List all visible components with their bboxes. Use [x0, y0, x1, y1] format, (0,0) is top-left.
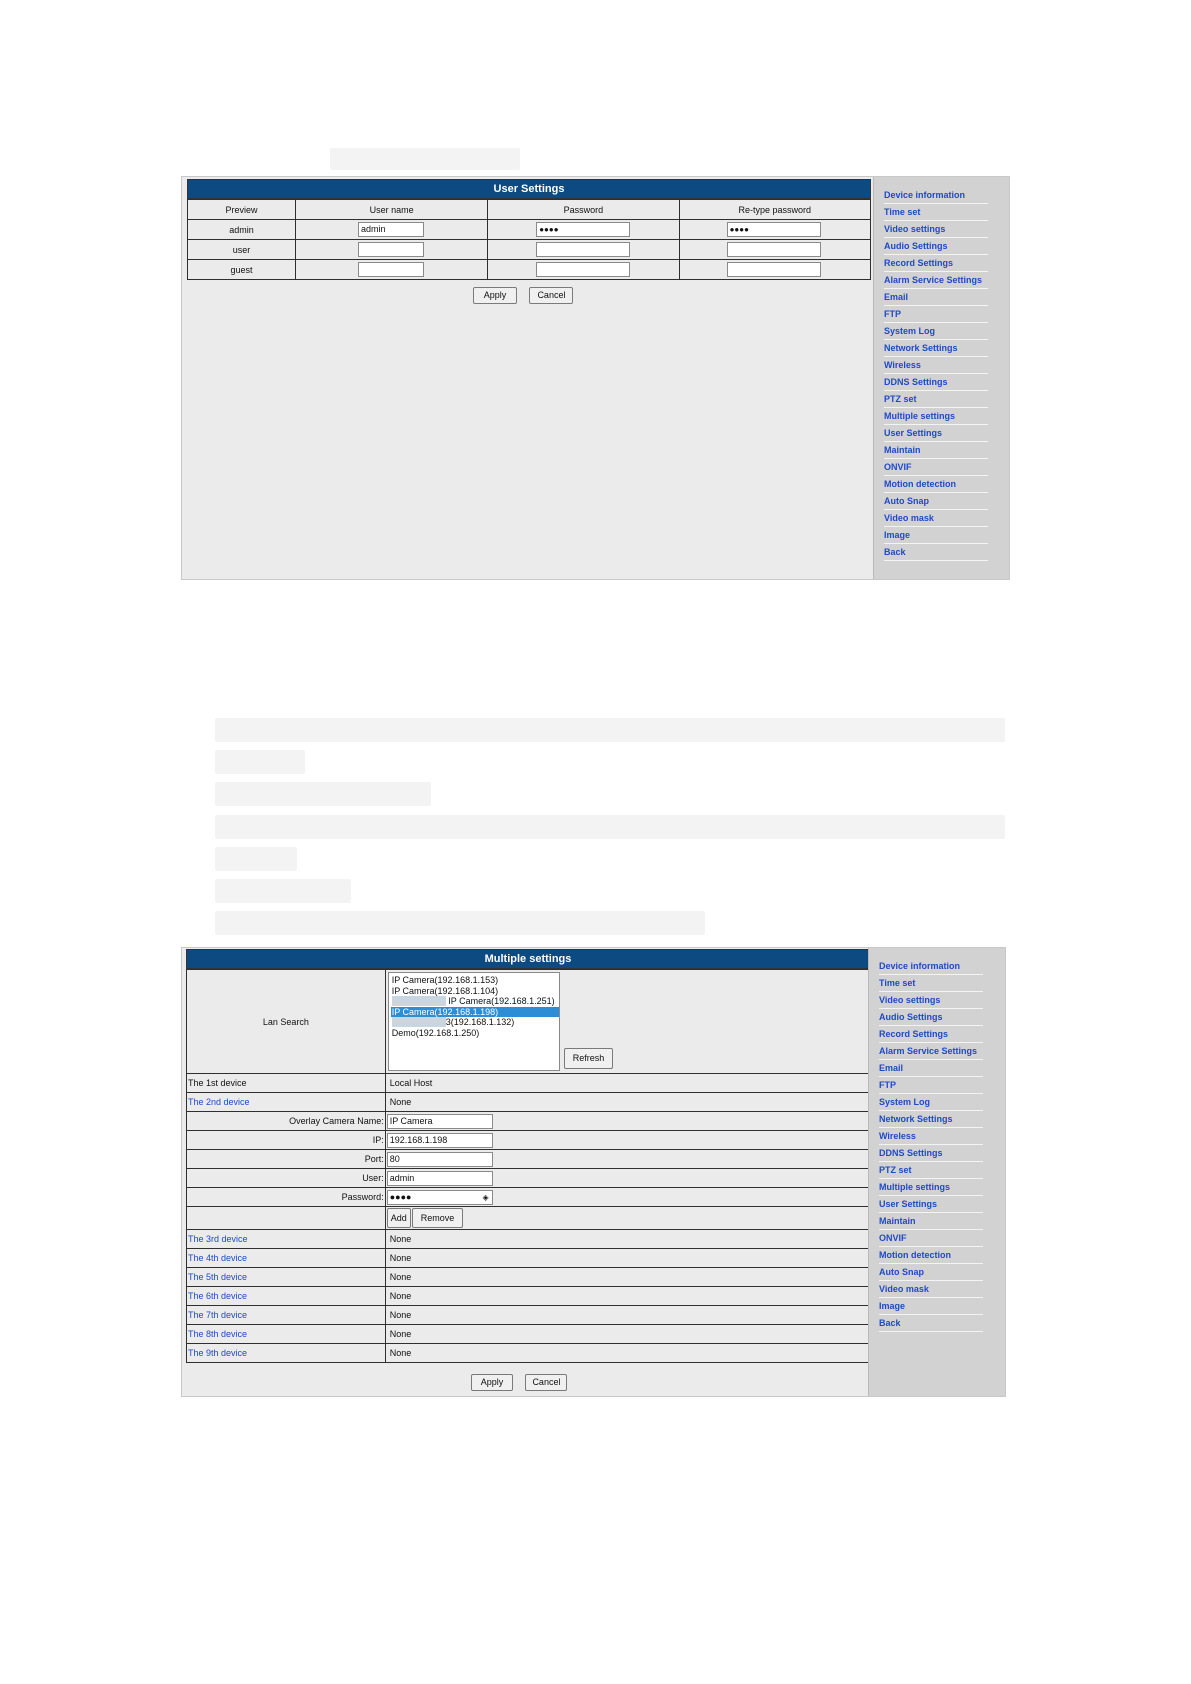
- multiple-settings-screenshot: [181, 947, 1006, 1397]
- column-header-username: User name: [296, 200, 488, 220]
- user-input[interactable]: admin: [387, 1171, 493, 1186]
- lan-search-label: Lan Search: [187, 970, 386, 1074]
- password-input[interactable]: [536, 242, 630, 257]
- sidebar-item-ftp[interactable]: FTP: [884, 306, 988, 323]
- sidebar-item-user-settings[interactable]: User Settings: [884, 425, 988, 442]
- user-table: [187, 199, 871, 280]
- redacted-text-line: [215, 718, 1005, 742]
- password-input[interactable]: ●●●●: [536, 222, 630, 237]
- sidebar-item-video-settings[interactable]: Video settings: [879, 992, 983, 1009]
- sidebar-nav: [873, 177, 1009, 579]
- device-label: The 1st device: [187, 1074, 386, 1093]
- device-link[interactable]: The 7th device: [187, 1306, 386, 1325]
- redacted-caption: [330, 148, 520, 170]
- table-row: [187, 1188, 870, 1207]
- device-value: Local Host: [385, 1074, 869, 1093]
- sidebar-item-auto-snap[interactable]: Auto Snap: [884, 493, 988, 510]
- sidebar-item-video-mask[interactable]: Video mask: [884, 510, 988, 527]
- lan-search-row: [187, 970, 870, 1074]
- retype-password-input[interactable]: [727, 262, 821, 277]
- username-input[interactable]: [358, 242, 424, 257]
- row-label: user: [188, 240, 296, 260]
- column-header-preview: Preview: [188, 200, 296, 220]
- device-value: None: [385, 1230, 869, 1249]
- sidebar-item-video-settings[interactable]: Video settings: [884, 221, 988, 238]
- field-label: Password:: [187, 1188, 386, 1207]
- device-value: None: [385, 1287, 869, 1306]
- sidebar-item-email[interactable]: Email: [884, 289, 988, 306]
- sidebar-item-audio-settings[interactable]: Audio Settings: [879, 1009, 983, 1026]
- username-input[interactable]: [358, 262, 424, 277]
- table-row: [187, 1268, 870, 1287]
- empty-cell: [187, 1207, 386, 1230]
- multiple-settings-main: [186, 949, 870, 1396]
- device-value: None: [385, 1344, 869, 1363]
- device-link[interactable]: The 4th device: [187, 1249, 386, 1268]
- table-row: [188, 220, 871, 240]
- device-link[interactable]: The 2nd device: [187, 1093, 386, 1112]
- sidebar-item-ftp[interactable]: FTP: [879, 1077, 983, 1094]
- table-row: [187, 1169, 870, 1188]
- cancel-button[interactable]: Cancel: [529, 287, 573, 304]
- sidebar-item-record-settings[interactable]: Record Settings: [884, 255, 988, 272]
- lan-list-item[interactable]: IP Camera(192.168.1.104): [391, 985, 499, 996]
- sidebar-item-onvif[interactable]: ONVIF: [884, 459, 988, 476]
- sidebar-item-time-set[interactable]: Time set: [884, 204, 988, 221]
- remove-button[interactable]: Remove: [412, 1208, 464, 1228]
- sidebar-item-user-settings[interactable]: User Settings: [879, 1196, 983, 1213]
- sidebar-item-ddns-settings[interactable]: DDNS Settings: [884, 374, 988, 391]
- apply-button[interactable]: Apply: [473, 287, 517, 304]
- table-row: [187, 1150, 870, 1169]
- table-row: [187, 1325, 870, 1344]
- column-header-retype-password: Re-type password: [679, 200, 870, 220]
- table-row: [187, 1207, 870, 1230]
- page-title: Multiple settings: [186, 949, 870, 969]
- device-link[interactable]: The 9th device: [187, 1344, 386, 1363]
- table-row: [187, 1112, 870, 1131]
- table-row: [187, 1230, 870, 1249]
- retype-password-input[interactable]: [727, 242, 821, 257]
- device-link[interactable]: The 6th device: [187, 1287, 386, 1306]
- sidebar-item-email[interactable]: Email: [879, 1060, 983, 1077]
- password-input[interactable]: [536, 262, 630, 277]
- redacted-name: [392, 1017, 446, 1027]
- sidebar-item-time-set[interactable]: Time set: [879, 975, 983, 992]
- sidebar-item-alarm-service-settings[interactable]: Alarm Service Settings: [884, 272, 988, 289]
- sidebar-item-multiple-settings[interactable]: Multiple settings: [879, 1179, 983, 1196]
- sidebar-item-motion-detection[interactable]: Motion detection: [884, 476, 988, 493]
- user-settings-screenshot: [181, 176, 1010, 580]
- sidebar-item-image[interactable]: Image: [879, 1298, 983, 1315]
- page-title: User Settings: [187, 179, 871, 199]
- device-value: None: [385, 1249, 869, 1268]
- username-input[interactable]: admin: [358, 222, 424, 237]
- sidebar-item-auto-snap[interactable]: Auto Snap: [879, 1264, 983, 1281]
- sidebar-item-ptz-set[interactable]: PTZ set: [879, 1162, 983, 1179]
- refresh-button[interactable]: Refresh: [564, 1048, 614, 1069]
- device-link[interactable]: The 3rd device: [187, 1230, 386, 1249]
- apply-button[interactable]: Apply: [471, 1374, 513, 1391]
- device-value: None: [385, 1093, 869, 1112]
- field-label: Port:: [187, 1150, 386, 1169]
- form-actions: [473, 285, 573, 304]
- lan-search-cell: [385, 970, 869, 1074]
- user-settings-main: [187, 179, 871, 579]
- redacted-text-line: [215, 879, 351, 903]
- ip-input[interactable]: 192.168.1.198: [387, 1133, 493, 1148]
- redacted-text-line: [215, 847, 297, 871]
- sidebar-item-system-log[interactable]: System Log: [879, 1094, 983, 1111]
- redacted-text-line: [215, 782, 431, 806]
- sidebar-item-record-settings[interactable]: Record Settings: [879, 1026, 983, 1043]
- password-reveal-icon[interactable]: ◈: [482, 1192, 489, 1202]
- sidebar-item-ptz-set[interactable]: PTZ set: [884, 391, 988, 408]
- sidebar-item-maintain[interactable]: Maintain: [884, 442, 988, 459]
- sidebar-item-onvif[interactable]: ONVIF: [879, 1230, 983, 1247]
- sidebar-item-device-information[interactable]: Device information: [879, 958, 983, 975]
- form-actions: [471, 1372, 567, 1391]
- field-label: IP:: [187, 1131, 386, 1150]
- retype-password-input[interactable]: ●●●●: [727, 222, 821, 237]
- table-row: [187, 1074, 870, 1093]
- redacted-text-line: [215, 815, 1005, 839]
- cancel-button[interactable]: Cancel: [525, 1374, 567, 1391]
- row-label: guest: [188, 260, 296, 280]
- lan-list-item[interactable]: IP Camera(192.168.1.251): [391, 996, 559, 1007]
- sidebar-item-motion-detection[interactable]: Motion detection: [879, 1247, 983, 1264]
- sidebar-item-device-information[interactable]: Device information: [884, 187, 988, 204]
- table-row: [187, 1093, 870, 1112]
- lan-list-item[interactable]: Demo(192.168.1.250): [391, 1027, 480, 1038]
- table-row: [187, 1306, 870, 1325]
- lan-list-item[interactable]: IP Camera(192.168.1.153): [391, 975, 499, 985]
- table-row: [187, 1287, 870, 1306]
- table-row: [188, 240, 871, 260]
- redacted-name: [392, 996, 446, 1006]
- sidebar-item-image[interactable]: Image: [884, 527, 988, 544]
- field-label: Overlay Camera Name:: [187, 1112, 386, 1131]
- row-label: admin: [188, 220, 296, 240]
- device-value: None: [385, 1306, 869, 1325]
- table-row: [187, 1344, 870, 1363]
- sidebar-item-alarm-service-settings[interactable]: Alarm Service Settings: [879, 1043, 983, 1060]
- table-row: [187, 1131, 870, 1150]
- devices-table: [186, 969, 870, 1363]
- sidebar-item-video-mask[interactable]: Video mask: [879, 1281, 983, 1298]
- lan-list-item-selected[interactable]: IP Camera(192.168.1.198): [391, 1007, 559, 1018]
- device-link[interactable]: The 8th device: [187, 1325, 386, 1344]
- sidebar-item-network-settings[interactable]: Network Settings: [879, 1111, 983, 1128]
- lan-list-item[interactable]: 3(192.168.1.132): [391, 1017, 559, 1028]
- sidebar-item-maintain[interactable]: Maintain: [879, 1213, 983, 1230]
- sidebar-item-system-log[interactable]: System Log: [884, 323, 988, 340]
- port-input[interactable]: 80: [387, 1152, 493, 1167]
- device-value: None: [385, 1268, 869, 1287]
- redacted-text-line: [215, 750, 305, 774]
- sidebar-nav: [868, 948, 1005, 1396]
- device-value: None: [385, 1325, 869, 1344]
- lan-search-list[interactable]: [388, 972, 560, 1071]
- sidebar-item-ddns-settings[interactable]: DDNS Settings: [879, 1145, 983, 1162]
- overlay-camera-name-input[interactable]: IP Camera: [387, 1114, 493, 1129]
- sidebar-item-network-settings[interactable]: Network Settings: [884, 340, 988, 357]
- sidebar-item-wireless[interactable]: Wireless: [884, 357, 988, 374]
- sidebar-item-back[interactable]: Back: [879, 1315, 983, 1332]
- sidebar-item-back[interactable]: Back: [884, 544, 988, 561]
- sidebar-item-wireless[interactable]: Wireless: [879, 1128, 983, 1145]
- table-row: [188, 260, 871, 280]
- device-link[interactable]: The 5th device: [187, 1268, 386, 1287]
- password-input[interactable]: ●●●● ◈: [387, 1190, 493, 1205]
- column-header-password: Password: [488, 200, 679, 220]
- redacted-text-line: [215, 911, 705, 935]
- sidebar-item-audio-settings[interactable]: Audio Settings: [884, 238, 988, 255]
- field-label: User:: [187, 1169, 386, 1188]
- table-row: [187, 1249, 870, 1268]
- add-button[interactable]: Add: [387, 1208, 411, 1228]
- sidebar-item-multiple-settings[interactable]: Multiple settings: [884, 408, 988, 425]
